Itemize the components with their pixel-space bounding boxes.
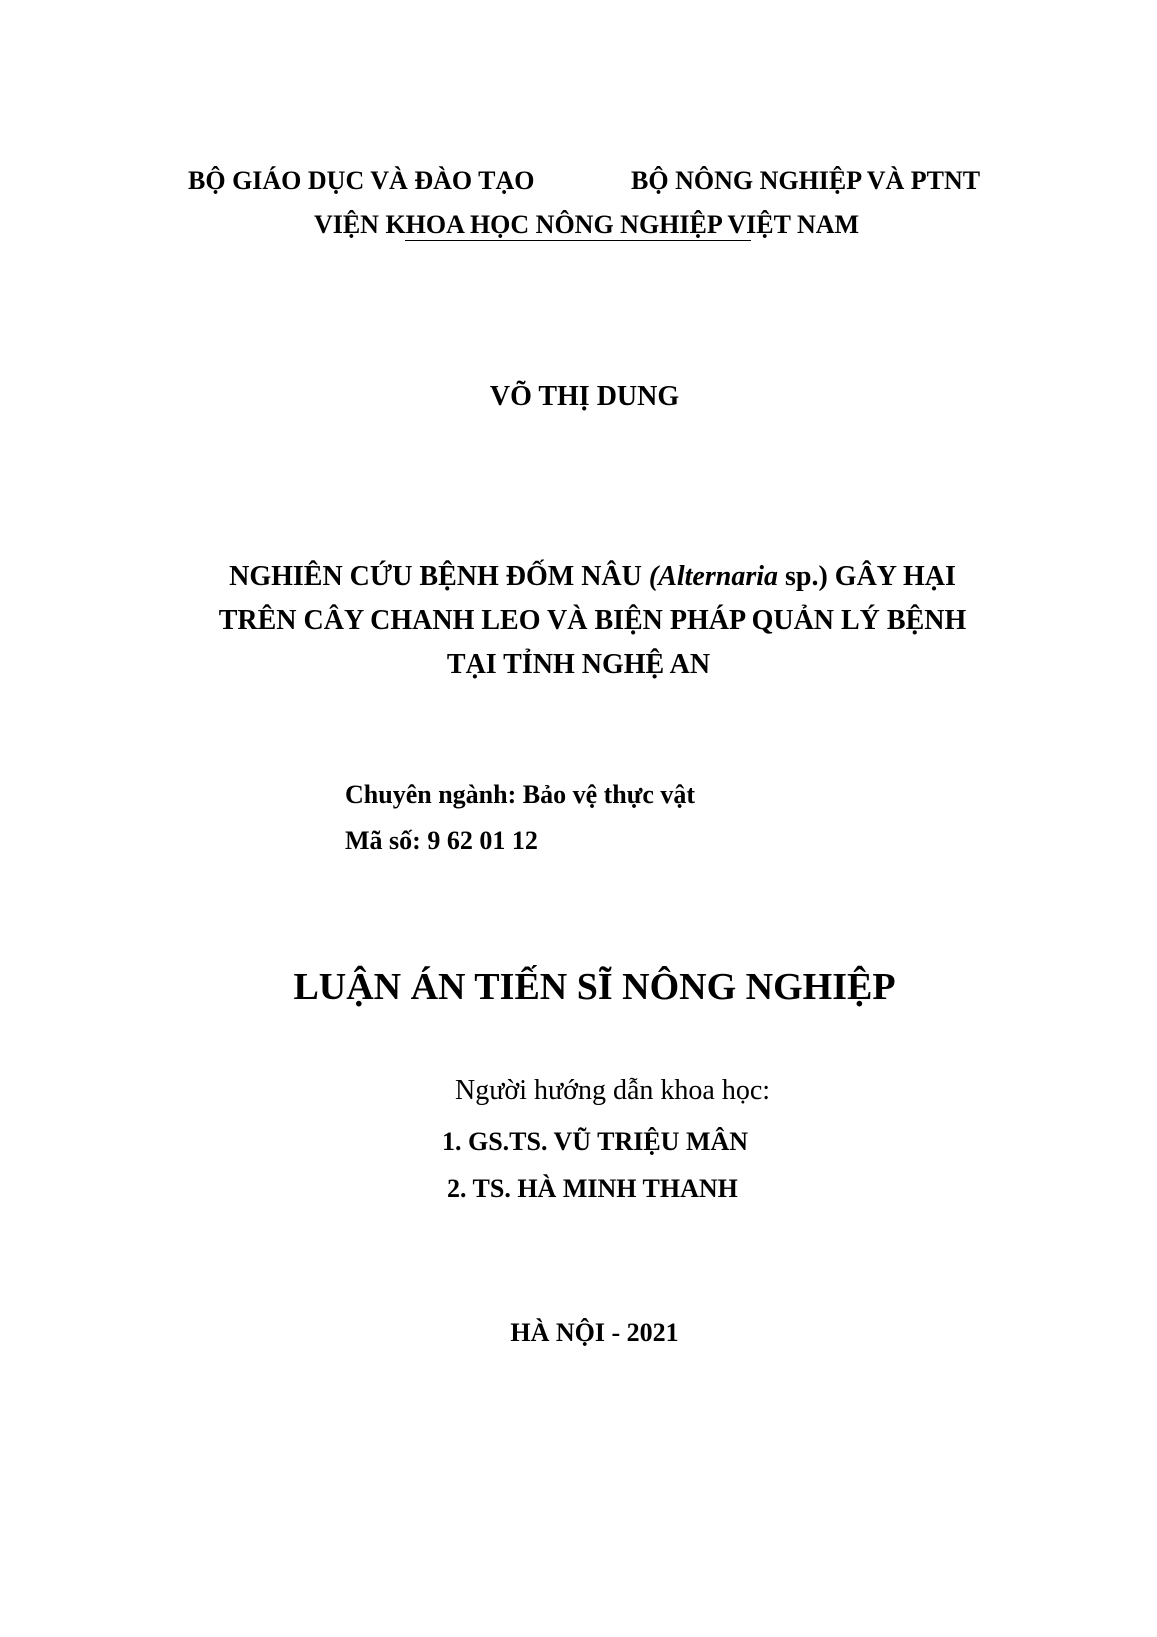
title-genus: Alternaria [658,561,778,592]
place-year: HÀ NỘI - 2021 [510,1318,679,1347]
advisor-1: 1. GS.TS. VŨ TRIỆU MÂN [442,1127,749,1156]
advisor-2: 2. TS. HÀ MINH THANH [447,1174,738,1203]
ministry-agriculture: BỘ NÔNG NGHIỆP VÀ PTNT [631,166,981,195]
thesis-title-line-1 [14,561,1157,593]
author-name: VÕ THỊ DUNG [489,381,680,412]
title-suffix: GÂY HẠI [827,561,956,592]
thesis-title-line-3: TẠI TỈNH NGHỆ AN [446,649,711,680]
degree-title: LUẬN ÁN TIẾN SĨ NÔNG NGHIỆP [293,966,896,1008]
ministry-education: BỘ GIÁO DỤC VÀ ĐÀO TẠO [188,166,535,195]
thesis-title-line-2: TRÊN CÂY CHANH LEO VÀ BIỆN PHÁP QUẢN LÝ BỆNH [218,605,967,636]
advisors-heading: Người hướng dẫn khoa học: [455,1075,771,1106]
specialization-code: Mã số: 9 62 01 12 [345,826,538,855]
institute-underline [405,240,751,241]
title-paren-open: ( [648,561,659,592]
title-prefix: NGHIÊN CỨU BỆNH ĐỐM NÂU [229,561,649,592]
specialization-major: Chuyên ngành: Bảo vệ thực vật [345,780,696,809]
institute-name: VIỆN KHOA HỌC NÔNG NGHIỆP VIỆT NAM [313,210,860,239]
title-species: sp.) [778,561,828,592]
